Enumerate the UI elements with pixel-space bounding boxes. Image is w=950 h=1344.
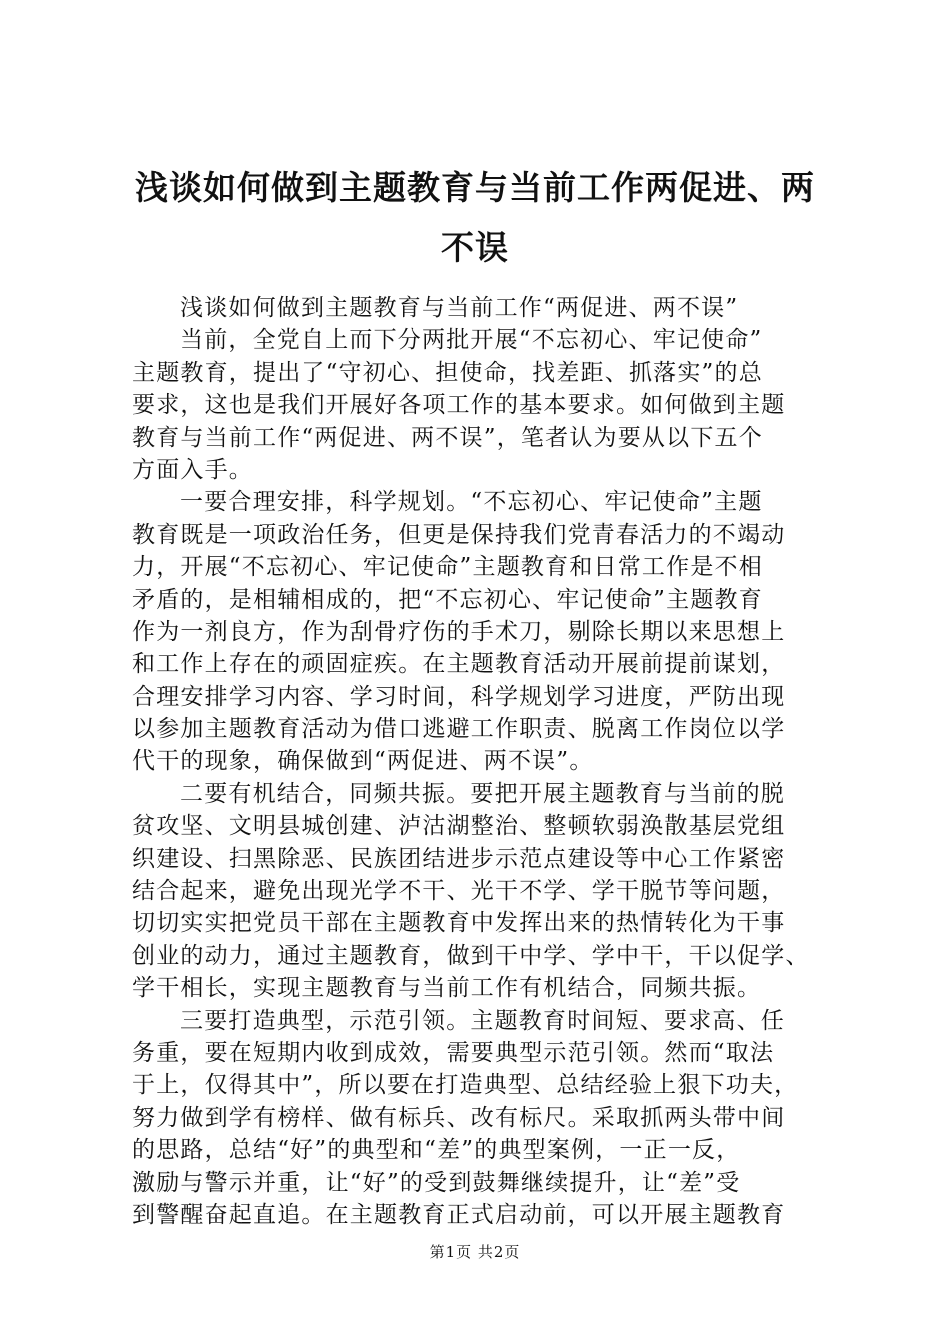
- paragraph-line: 方面入手。: [132, 456, 253, 483]
- paragraph-line: 作为一剂良方，作为刮骨疗伤的手术刀，剔除长期以来思想上: [132, 618, 786, 645]
- paragraph-line: 以参加主题教育活动为借口逃避工作职责、脱离工作岗位以学: [132, 716, 786, 743]
- paragraph-line: 要求，这也是我们开展好各项工作的基本要求。如何做到主题: [132, 392, 786, 419]
- paragraph-line: 努力做到学有榜样、做有标兵、改有标尺。采取抓两头带中间: [132, 1104, 786, 1131]
- paragraph-line: 合理安排学习内容、学习时间，科学规划学习进度，严防出现: [132, 683, 786, 710]
- paragraph-line: 切切实实把党员干部在主题教育中发挥出来的热情转化为干事: [132, 910, 786, 937]
- paragraph-line: 的思路，总结“好”的典型和“差”的典型案例，一正一反，: [132, 1137, 741, 1164]
- paragraph-line: 织建设、扫黑除恶、民族团结进步示范点建设等中心工作紧密: [132, 845, 786, 872]
- subtitle-line: 浅谈如何做到主题教育与当前工作“两促进、两不误”: [180, 295, 739, 321]
- document-title: [110, 158, 840, 278]
- page-number-footer: 第1页 共2页: [429, 1243, 521, 1261]
- paragraph-line: 教育既是一项政治任务，但更是保持我们党青春活力的不竭动: [132, 521, 786, 548]
- paragraph-line: 教育与当前工作“两促进、两不误”，笔者认为要从以下五个: [132, 424, 763, 451]
- paragraph-line: 代干的现象，确保做到“两促进、两不误”。: [132, 748, 594, 775]
- paragraph-line: 学干相长，实现主题教育与当前工作有机结合，同频共振。: [132, 975, 762, 1002]
- paragraph-line: 于上，仅得其中”，所以要在打造典型、总结经验上狠下功夫，: [132, 1072, 799, 1099]
- paragraph-line: 激励与警示并重，让“好”的受到鼓舞继续提升，让“差”受: [132, 1169, 741, 1196]
- paragraph-line: 力，开展“不忘初心、牢记使命”主题教育和日常工作是不相: [132, 554, 763, 581]
- paragraph-line: 一要合理安排，科学规划。“不忘初心、牢记使命”主题: [180, 489, 763, 516]
- paragraph-line: 到警醒奋起直追。在主题教育正式启动前，可以开展主题教育: [132, 1201, 786, 1228]
- document-body: [132, 292, 852, 1231]
- paragraph-line: 三要打造典型，示范引领。主题教育时间短、要求高、任: [180, 1007, 785, 1034]
- paragraph-line: 二要有机结合，同频共振。要把开展主题教育与当前的脱: [180, 780, 785, 807]
- paragraph-line: 务重，要在短期内收到成效，需要典型示范引领。然而“取法: [132, 1039, 775, 1066]
- paragraph-line: 和工作上存在的顽固症疾。在主题教育活动开展前提前谋划，: [132, 651, 786, 678]
- paragraph-line: 当前，全党自上而下分两批开展“不忘初心、牢记使命”: [180, 327, 763, 354]
- title-line-2: 不误: [441, 228, 509, 267]
- paragraph-line: 主题教育，提出了“守初心、担使命，找差距、抓落实”的总: [132, 359, 763, 386]
- paragraph-line: 结合起来，避免出现光学不干、光干不学、学干脱节等问题，: [132, 878, 786, 905]
- paragraph-line: 贫攻坚、文明县城创建、泸沽湖整治、整顿软弱涣散基层党组: [132, 813, 786, 840]
- paragraph-line: 矛盾的，是相辅相成的，把“不忘初心、牢记使命”主题教育: [132, 586, 763, 613]
- title-line-1: 浅谈如何做到主题教育与当前工作两促进、两: [135, 168, 815, 207]
- paragraph-line: 创业的动力，通过主题教育，做到干中学、学中干，干以促学、: [132, 942, 810, 969]
